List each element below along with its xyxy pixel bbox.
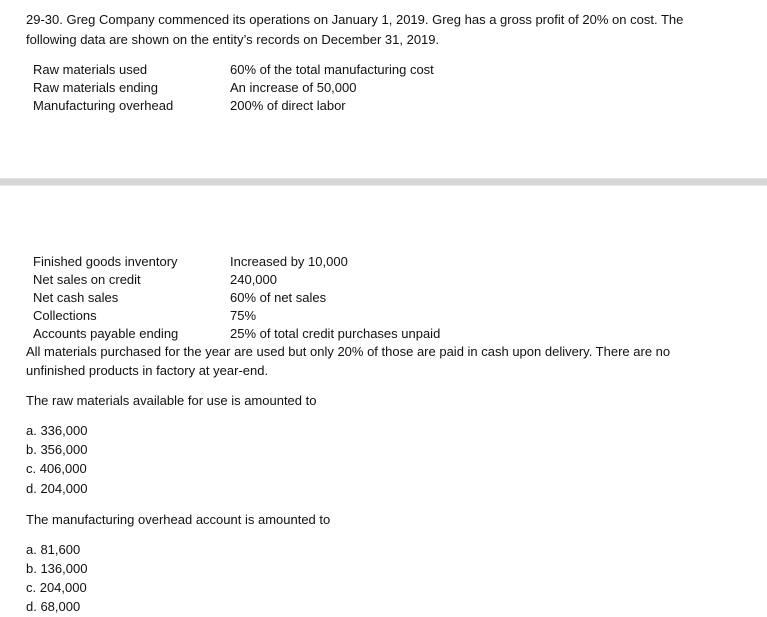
question-1-option-b: b. 356,000 xyxy=(26,442,88,457)
row-label-raw-materials-ending: Raw materials ending xyxy=(33,80,159,95)
page-divider xyxy=(0,178,767,186)
row-value-collections: 75% xyxy=(230,308,257,323)
row-value-accounts-payable: 25% of total credit purchases unpaid xyxy=(230,326,441,341)
note-line-2: unfinished products in factory at year-end. xyxy=(26,363,269,378)
question-1-option-c: c. 406,000 xyxy=(26,461,87,476)
question-2-option-a: a. 81,600 xyxy=(26,542,81,557)
problem-header-line-1: 29-30. Greg Company commenced its operations on January 1, 2019. Greg has a gross profit of 20% on cost. The xyxy=(26,12,684,27)
row-label-net-cash-sales: Net cash sales xyxy=(33,290,119,305)
row-label-raw-materials-used: Raw materials used xyxy=(33,62,148,77)
question-2-option-c: c. 204,000 xyxy=(26,580,87,595)
question-1-text: The raw materials available for use is amounted to xyxy=(26,393,317,408)
row-label-net-sales-credit: Net sales on credit xyxy=(33,272,141,287)
row-label-accounts-payable: Accounts payable ending xyxy=(33,326,179,341)
problem-header-line-2: following data are shown on the entity’s records on December 31, 2019. xyxy=(26,32,440,47)
row-value-manufacturing-overhead: 200% of direct labor xyxy=(230,98,346,113)
row-value-net-cash-sales: 60% of net sales xyxy=(230,290,327,305)
note-line-1: All materials purchased for the year are used but only 20% of those are paid in cash upon delivery. There are no xyxy=(26,344,671,359)
row-value-raw-materials-ending: An increase of 50,000 xyxy=(230,80,357,95)
question-2-text: The manufacturing overhead account is amounted to xyxy=(26,512,331,527)
row-value-raw-materials-used: 60% of the total manufacturing cost xyxy=(230,62,434,77)
row-label-collections: Collections xyxy=(33,308,97,323)
row-value-finished-goods: Increased by 10,000 xyxy=(230,254,348,269)
question-1-option-d: d. 204,000 xyxy=(26,481,88,496)
row-value-net-sales-credit: 240,000 xyxy=(230,272,277,287)
question-2-option-d: d. 68,000 xyxy=(26,599,81,614)
top-section xyxy=(0,0,767,178)
row-label-manufacturing-overhead: Manufacturing overhead xyxy=(33,98,174,113)
question-2-option-b: b. 136,000 xyxy=(26,561,88,576)
row-label-finished-goods: Finished goods inventory xyxy=(33,254,178,269)
question-1-option-a: a. 336,000 xyxy=(26,423,88,438)
